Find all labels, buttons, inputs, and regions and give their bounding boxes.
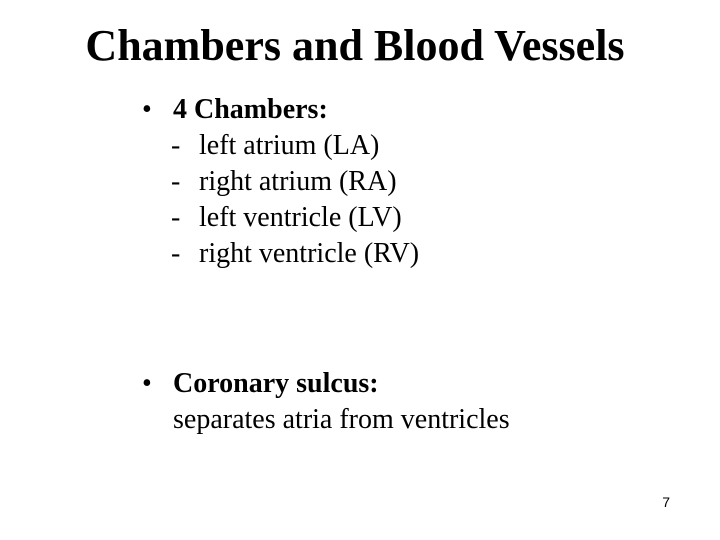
- sub-item-text: left atrium (LA): [199, 130, 380, 161]
- sub-item-dash: -: [171, 130, 181, 161]
- bullet-continuation-text: separates atria from ventricles: [173, 404, 510, 435]
- page-number: 7: [662, 494, 670, 510]
- sub-item-text: right atrium (RA): [199, 166, 397, 197]
- bullet-marker: •: [142, 94, 152, 125]
- sub-item-dash: -: [171, 166, 181, 197]
- bullet-marker: •: [142, 368, 152, 399]
- sub-item-text: right ventricle (RV): [199, 238, 420, 269]
- sub-item-dash: -: [171, 202, 181, 233]
- sub-item-dash: -: [171, 238, 181, 269]
- sub-item-text: left ventricle (LV): [199, 202, 402, 233]
- slide-title: Chambers and Blood Vessels: [85, 21, 625, 70]
- bullet-heading: Coronary sulcus:: [173, 368, 379, 399]
- bullet-heading: 4 Chambers:: [173, 94, 328, 125]
